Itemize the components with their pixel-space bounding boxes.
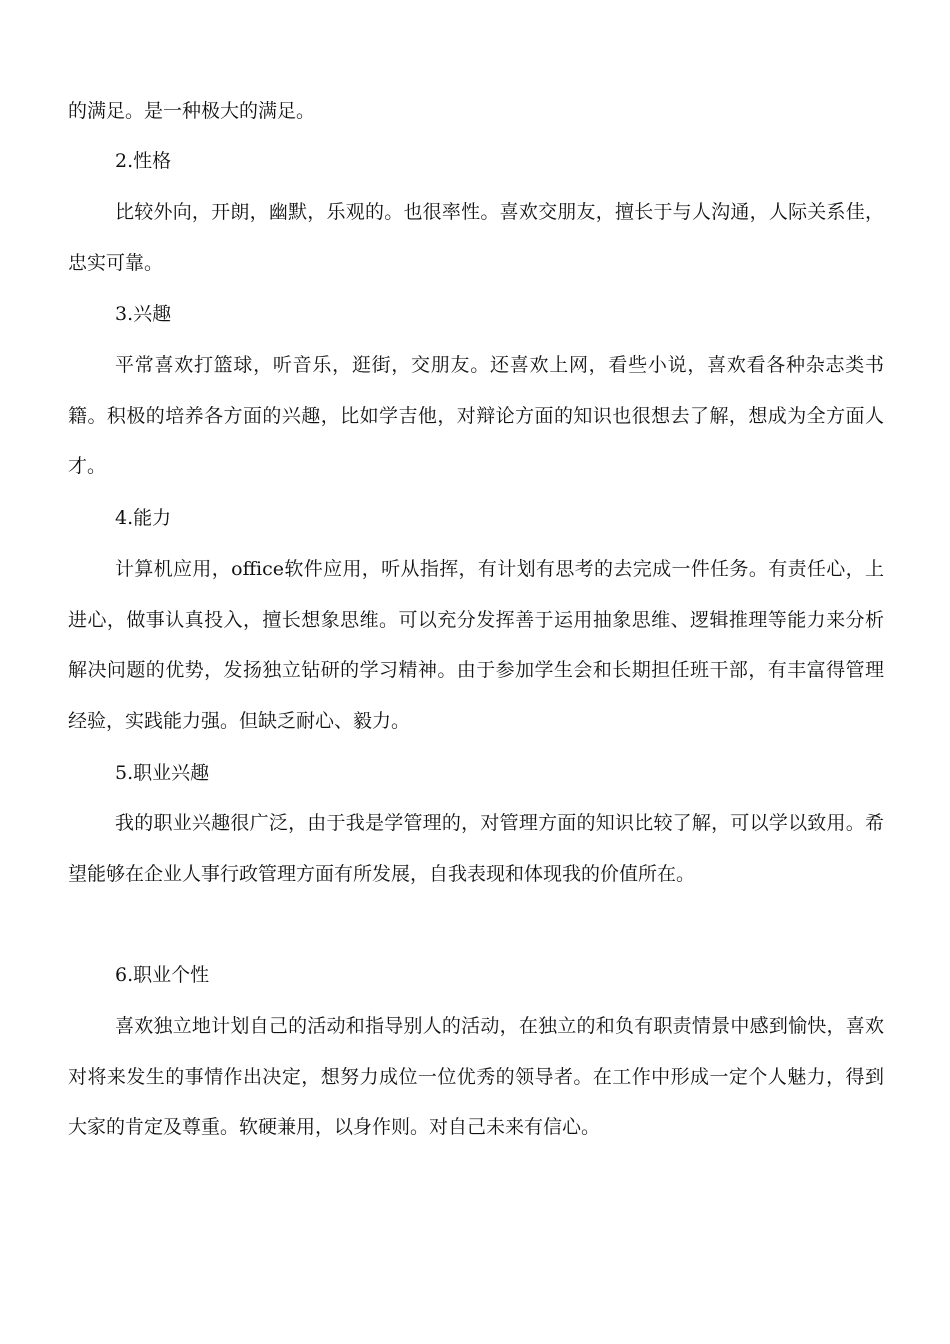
paragraph-abilities: 计算机应用，office软件应用，听从指挥，有计划有思考的去完成一件任务。有责任心，上进心，做事认真投入，擅长想象思维。可以充分发挥善于运用抽象思维、逻辑推理等能力来分析解决问题的优势，发扬独立钻研的学习精神。由于参加学生会和长期担任班干部，有丰富得管理经验，实践能力强。但缺乏耐心、毅力。: [68, 558, 884, 732]
heading-career-personality: 6.职业个性: [115, 964, 210, 986]
paragraph-personality: 比较外向，开朗，幽默，乐观的。也很率性。喜欢交朋友，擅长于与人沟通，人际关系佳，忠实可靠。: [68, 201, 884, 274]
paragraph-career-interest: 我的职业兴趣很广泛，由于我是学管理的，对管理方面的知识比较了解，可以学以致用。希望能够在企业人事行政管理方面有所发展，自我表现和体现我的价值所在。: [68, 812, 884, 885]
heading-career-interest: 5.职业兴趣: [115, 762, 210, 784]
paragraph-interests: 平常喜欢打篮球，听音乐，逛街，交朋友。还喜欢上网，看些小说，喜欢看各种杂志类书籍。积极的培养各方面的兴趣，比如学吉他，对辩论方面的知识也很想去了解，想成为全方面人才。: [68, 354, 884, 477]
heading-interests: 3.兴趣: [115, 303, 172, 325]
paragraph-career-personality: 喜欢独立地计划自己的活动和指导别人的活动，在独立的和负有职责情景中感到愉快，喜欢对将来发生的事情作出决定，想努力成位一位优秀的领导者。在工作中形成一定个人魅力，得到大家的肯定及尊重。软硬兼用，以身作则。对自己未来有信心。: [68, 1015, 884, 1138]
heading-personality: 2.性格: [115, 150, 172, 172]
heading-abilities: 4.能力: [115, 507, 172, 529]
paragraph-satisfaction: 的满足。是一种极大的满足。: [68, 100, 316, 122]
